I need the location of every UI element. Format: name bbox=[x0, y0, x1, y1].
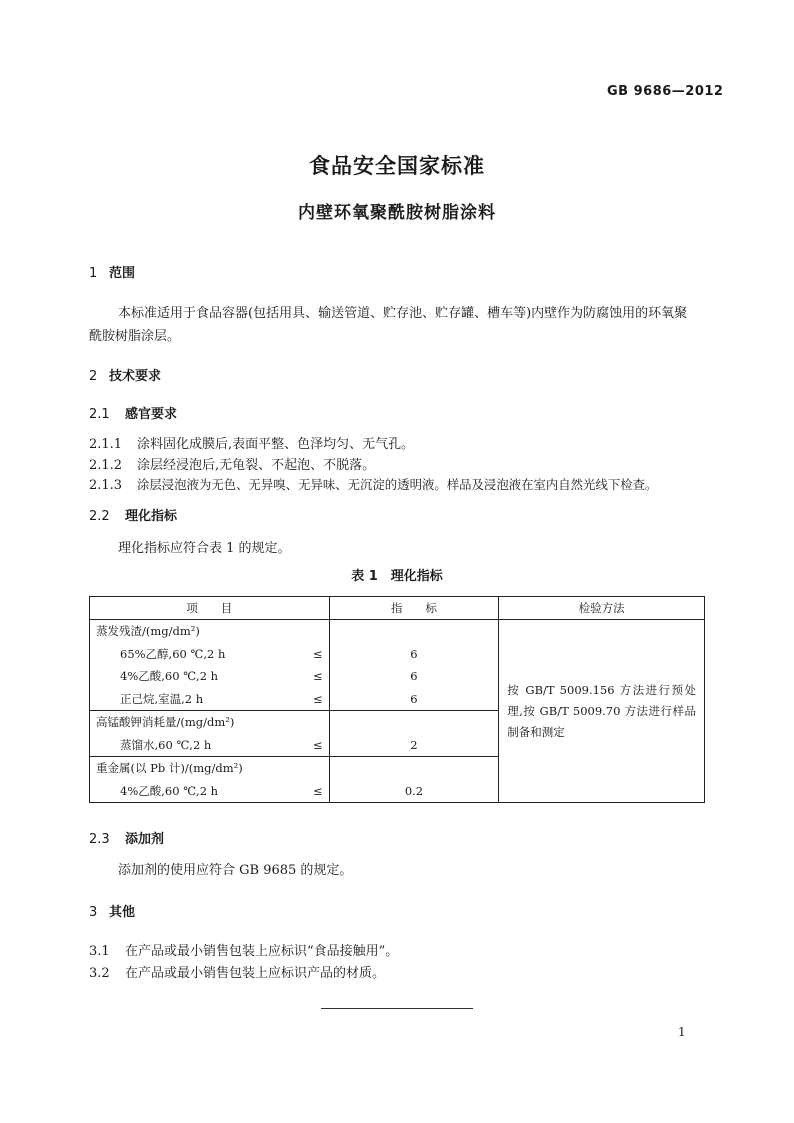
le-symbol: ≤ bbox=[312, 737, 323, 752]
table-value: 2 bbox=[410, 737, 418, 752]
table-header-row bbox=[90, 597, 705, 620]
section-1-text-line2: 酰胺树脂涂层。 bbox=[89, 329, 181, 344]
section-2-3-text: 添加剂的使用应符合 GB 9685 的规定。 bbox=[118, 863, 353, 878]
table-row: 4%乙酸,60 ℃,2 h ≤ bbox=[90, 665, 329, 688]
table-row: 正己烷,室温,2 h ≤ bbox=[90, 688, 329, 711]
standard-code: GB 9686—2012 bbox=[607, 84, 724, 99]
end-divider bbox=[321, 1008, 473, 1009]
le-symbol: ≤ bbox=[312, 646, 323, 661]
group-name: 高锰酸钾消耗量/(mg/dm²) bbox=[96, 715, 235, 729]
table-value: 0.2 bbox=[404, 783, 424, 798]
table-value: 6 bbox=[410, 691, 418, 706]
section-2-1-heading: 2.1 感官要求 bbox=[89, 407, 178, 422]
clause-2-1-3: 2.1.3 涂层浸泡液为无色、无异嗅、无异味、无沉淀的透明液。样品及浸泡液在室内自然光线下检查。 bbox=[89, 477, 658, 493]
le-symbol: ≤ bbox=[312, 691, 323, 706]
section-2-2-text: 理化指标应符合表 1 的规定。 bbox=[118, 541, 291, 556]
clause-2-1-2: 2.1.2 涂层经浸泡后,无龟裂、不起泡、不脱落。 bbox=[89, 458, 376, 473]
section-3-heading: 3 其他 bbox=[89, 905, 136, 920]
le-symbol: ≤ bbox=[312, 669, 323, 683]
section-2-heading: 2 技术要求 bbox=[89, 369, 162, 384]
header-value: 指 标 bbox=[329, 597, 499, 620]
header-method: 检验方法 bbox=[499, 597, 705, 620]
spec-table bbox=[89, 596, 705, 803]
clause-3-2: 3.2 在产品或最小销售包装上应标识产品的材质。 bbox=[89, 966, 386, 981]
section-1-heading: 1 范围 bbox=[89, 266, 136, 281]
clause-3-1: 3.1 在产品或最小销售包装上应标识“食品接触用”。 bbox=[89, 944, 399, 959]
document-subtitle: 内壁环氧聚酰胺树脂涂料 bbox=[298, 203, 496, 223]
group-name: 重金属(以 Pb 计)/(mg/dm²) bbox=[96, 761, 243, 775]
clause-2-1-1: 2.1.1 涂料固化成膜后,表面平整、色泽均匀、无气孔。 bbox=[89, 437, 415, 452]
header-item: 项 目 bbox=[90, 597, 330, 620]
test-method: 按 GB/T 5009.156 方法进行预处理,按 GB/T 5009.70 方法进行样品制备和测定 bbox=[499, 620, 705, 803]
table-caption: 表 1 理化指标 bbox=[351, 569, 443, 584]
le-symbol: ≤ bbox=[312, 783, 323, 798]
table-group bbox=[90, 620, 705, 711]
section-1-text-line1: 本标准适用于食品容器(包括用具、输送管道、贮存池、贮存罐、槽车等)内壁作为防腐蚀用的环氧聚 bbox=[118, 306, 688, 321]
table-row: 蒸馏水,60 ℃,2 h ≤ bbox=[90, 734, 329, 757]
section-2-2-heading: 2.2 理化指标 bbox=[89, 509, 178, 524]
table-row: 65%乙醇,60 ℃,2 h ≤ bbox=[90, 643, 329, 666]
group-name: 蒸发残渣/(mg/dm²) bbox=[96, 624, 200, 638]
table-value: 6 bbox=[410, 646, 418, 661]
page-number: 1 bbox=[678, 1025, 686, 1039]
table-row: 4%乙酸,60 ℃,2 h ≤ bbox=[90, 780, 329, 803]
document-title: 食品安全国家标准 bbox=[309, 154, 485, 178]
table-value: 6 bbox=[410, 669, 418, 683]
section-2-3-heading: 2.3 添加剂 bbox=[89, 832, 165, 847]
